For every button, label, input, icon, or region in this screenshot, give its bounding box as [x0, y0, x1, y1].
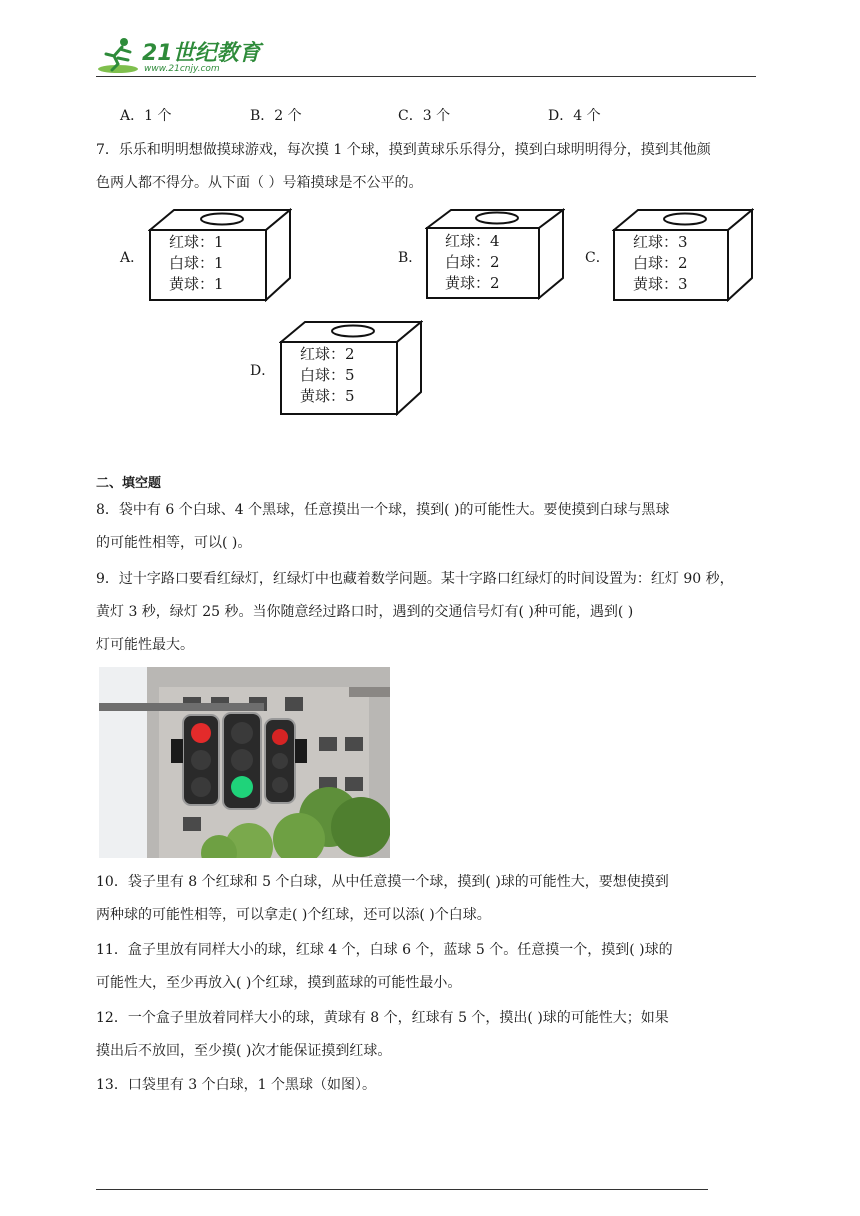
box-c-yellow: 黄球：3: [633, 275, 688, 293]
footer-divider: [96, 1189, 708, 1190]
q10-text-line1: 10．袋子里有 8 个红球和 5 个白球，从中任意摸一个球，摸到( )球的可能性大，要想使摸到: [96, 874, 669, 890]
q11-text-line1: 11．盒子里放有同样大小的球，红球 4 个，白球 6 个，蓝球 5 个。任意摸一个，摸到( )球的: [96, 942, 673, 958]
q11-text-line2: 可能性大，至少再放入( )个红球，摸到蓝球的可能性最小。: [96, 975, 462, 991]
box-d-red: 红球：2: [300, 345, 355, 363]
q12-text-line2: 摸出后不放回，至少摸( )次才能保证摸到红球。: [96, 1043, 392, 1059]
box-b-red: 红球：4: [445, 232, 500, 250]
box-c-content: [633, 232, 688, 295]
box-a-red: 红球：1: [169, 233, 224, 251]
traffic-light-icon: [99, 667, 390, 858]
box-c-label: C．: [585, 250, 610, 266]
header-divider: [96, 76, 756, 77]
box-d-yellow: 黄球：5: [300, 387, 355, 405]
q8-text-line2: 的可能性相等，可以( )。: [96, 535, 252, 551]
q6-option-c: C．3 个: [398, 108, 451, 124]
q8-text-line1: 8．袋中有 6 个白球、4 个黑球，任意摸出一个球，摸到( )的可能性大。要使摸到白球与黑球: [96, 502, 670, 518]
box-b-label: B．: [398, 250, 423, 266]
box-d-label: D．: [250, 363, 276, 379]
q13-text-line1: 13．口袋里有 3 个白球，1 个黑球（如图）。: [96, 1077, 376, 1093]
q7-text-line1: 7．乐乐和明明想做摸球游戏，每次摸 1 个球，摸到黄球乐乐得分，摸到白球明明得分，摸到其他颜: [96, 142, 711, 158]
box-c-white: 白球：2: [633, 254, 688, 272]
box-a-yellow: 黄球：1: [169, 275, 224, 293]
box-d-white: 白球：5: [300, 366, 355, 384]
q6-option-d: D．4 个: [548, 108, 601, 124]
box-b-content: [445, 231, 500, 294]
box-b-white: 白球：2: [445, 253, 500, 271]
box-c-red: 红球：3: [633, 233, 688, 251]
section-title-fill-blank: 二、填空题: [96, 476, 162, 491]
q9-text-line2: 黄灯 3 秒，绿灯 25 秒。当你随意经过路口时，遇到的交通信号灯有( )种可能，遇到( ): [96, 604, 634, 620]
q9-text-line1: 9．过十字路口要看红绿灯，红绿灯中也藏着数学问题。某十字路口红绿灯的时间设置为：红灯 90 秒，: [96, 571, 734, 587]
box-b-yellow: 黄球：2: [445, 274, 500, 292]
logo-url: www.21cnjy.com: [144, 64, 220, 74]
traffic-light-photo: [99, 667, 390, 858]
box-a-label: A．: [120, 250, 145, 266]
box-a-content: [169, 232, 224, 295]
q12-text-line1: 12．一个盒子里放着同样大小的球，黄球有 8 个，红球有 5 个，摸出( )球的可能性大；如果: [96, 1010, 669, 1026]
q9-text-line3: 灯可能性最大。: [96, 637, 194, 653]
q7-text-line2: 色两人都不得分。从下面（ ）号箱摸球是不公平的。: [96, 175, 423, 191]
logo-text: 21世纪教育: [142, 41, 261, 66]
site-logo: [96, 36, 266, 80]
q6-option-b: B．2 个: [250, 108, 302, 124]
q10-text-line2: 两种球的可能性相等，可以拿走( )个红球，还可以添( )个白球。: [96, 907, 491, 923]
box-a-white: 白球：1: [169, 254, 224, 272]
box-d-content: [300, 344, 355, 407]
runner-logo-icon: [96, 36, 140, 76]
q6-option-a: A．1 个: [120, 108, 172, 124]
